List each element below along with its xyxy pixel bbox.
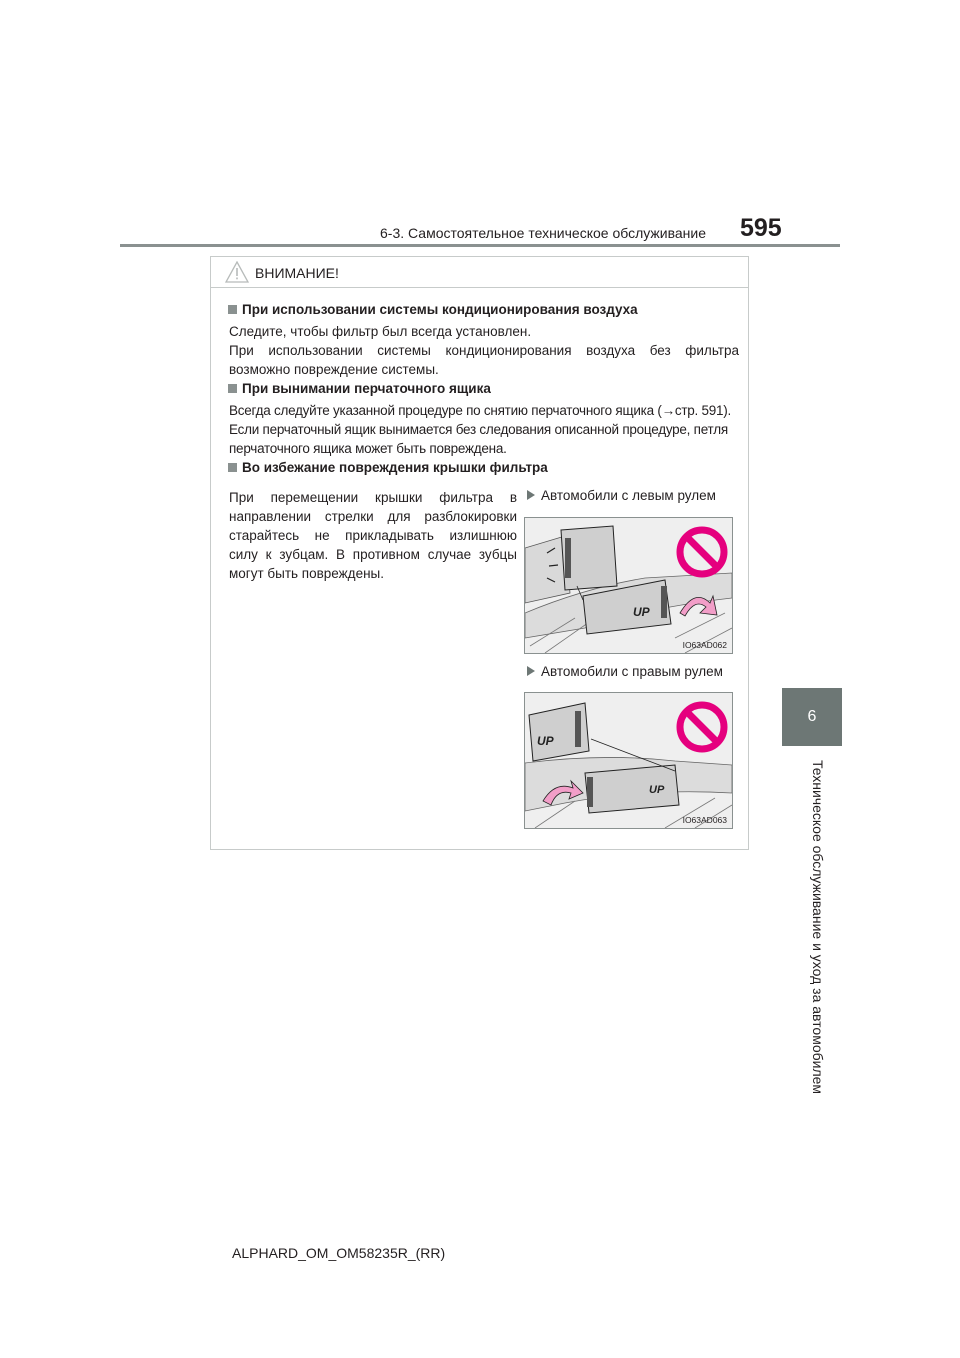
chapter-number: 6: [807, 708, 817, 725]
figure-lhd: [524, 517, 733, 654]
caution-header: [211, 257, 748, 288]
paragraph-glovebox: Всегда следуйте указанной процедуре по снятию перчаточного ящика (→стр. 591). Если перчаточный ящик вынимается без следования описанной процедуре, петля перчаточного ящика может быть повреждена.: [229, 403, 732, 456]
up-marking: UP: [537, 734, 554, 748]
up-marking: UP: [633, 605, 650, 619]
figure-code: IO63AD063: [682, 815, 727, 825]
figure-rhd: [524, 692, 733, 829]
warning-triangle-icon: [225, 261, 249, 283]
section-heading-glovebox: При вынимании перчаточного ящика: [228, 381, 491, 396]
chapter-side-title: Техническое обслуживание и уход за автомобилем: [810, 760, 826, 1095]
figure-label-lhd: Автомобили с левым рулем: [527, 488, 716, 503]
figure-label-rhd: Автомобили с правым рулем: [527, 664, 723, 679]
chapter-tab: [782, 688, 842, 746]
square-bullet-icon: [228, 305, 237, 314]
section-heading-filter-cover: Во избежание повреждения крышки фильтра: [228, 460, 548, 475]
page-number: 595: [740, 214, 782, 242]
up-marking: UP: [649, 784, 665, 796]
section-header: 6-3. Самостоятельное техническое обслуживание: [380, 225, 707, 241]
paragraph-ac: Следите, чтобы фильтр был всегда установлен. При использовании системы кондиционирования воздуха без фильтра возможно повреждение системы.: [229, 324, 739, 377]
triangle-bullet-icon: [527, 666, 535, 676]
square-bullet-icon: [228, 463, 237, 472]
filter-cover-illustration-rhd: [525, 693, 732, 828]
paragraph-filter-cover: При перемещении крышки фильтра в направлении стрелки для разблокировки старайтесь не прикладывать излишнюю силу к зубцам. В противном случае зубцы могут быть повреждены.: [229, 490, 517, 581]
caution-title: ВНИМАНИЕ!: [255, 265, 339, 281]
figure-code: IO63AD062: [682, 640, 727, 650]
document-footer: ALPHARD_OM_OM58235R_(RR): [232, 1245, 446, 1261]
section-heading-ac: При использовании системы кондиционирования воздуха: [228, 302, 638, 317]
triangle-bullet-icon: [527, 490, 535, 500]
header-divider: [120, 244, 840, 247]
square-bullet-icon: [228, 384, 237, 393]
filter-cover-illustration-lhd: [525, 518, 732, 653]
